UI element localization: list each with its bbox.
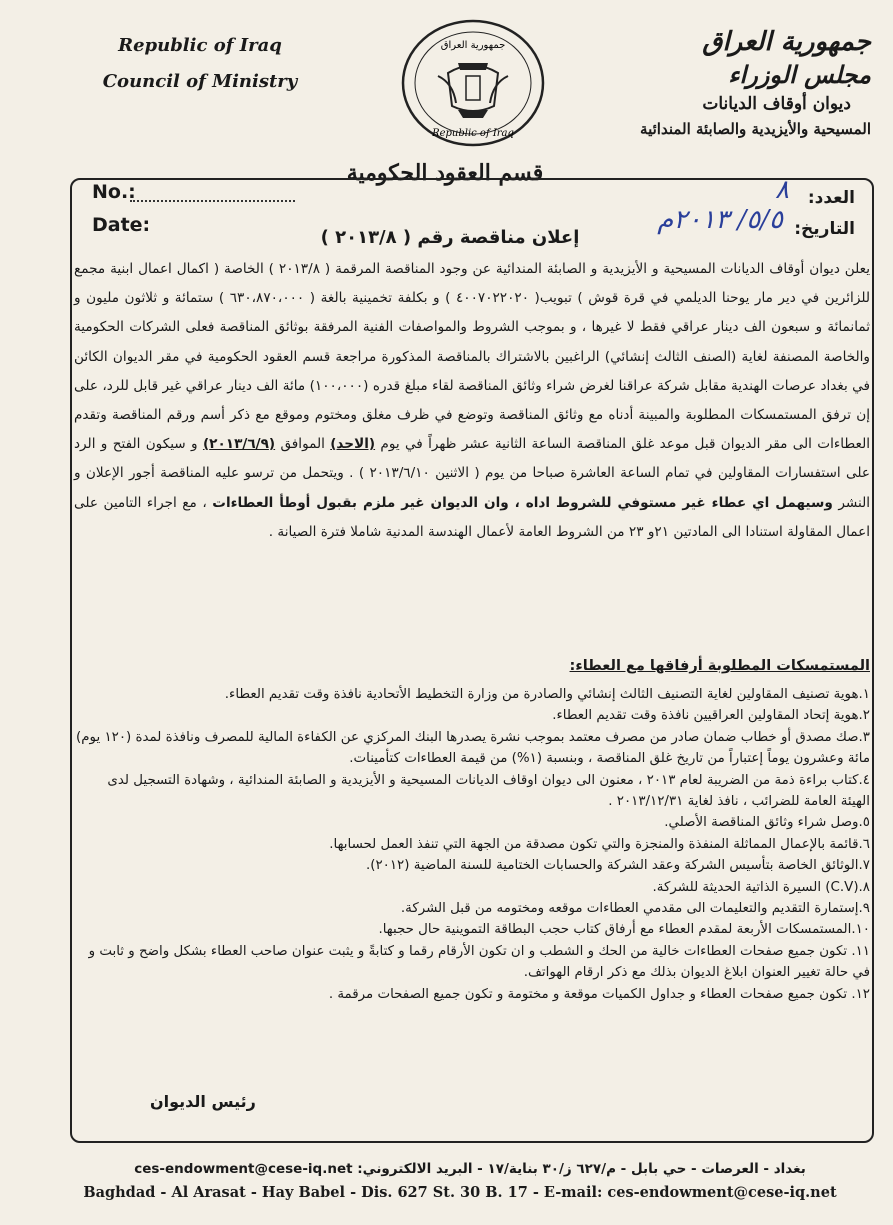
date-label: Date:	[92, 214, 151, 236]
council-ar: مجلس الوزراء	[728, 60, 871, 89]
republic-ar: جمهورية العراق	[702, 27, 871, 57]
requirements-list	[74, 684, 870, 1005]
body-text	[74, 255, 870, 547]
requirement-item: ٦.قائمة بالإعمال المماثلة المنفذة والمنجزة والتي تكون مصدقة من الجهة التي تنفذ العمل لحسابها.	[329, 836, 870, 852]
body-p1: يعلن ديوان أوقاف الديانات المسيحية و الأيزيدية و الصابئة المندائية عن وجود المناقصة المرقمة ( ٢٠١٣/٨ ) الخاصة ( اكمال اعمال ابنية مجمع للزائرين في دير مار يوحنا الديلمي في قرة قوش ) تبويب( ٤٠٠٧٠٢٢٠٢٠ ) و بكلفة تخمينية بالغة ( ٦٣٠،٨٧٠،٠٠٠ ) ستمائة و ثلاثون مليون و ثمانمائة و سبعون الف دينار عراقي فقط لا غيرها ، و بموجب الشروط والمواصفات الفنية المرفقة بوثائق المناقصة فعلى الشركات الحكومية والخاصة المصنفة لغاية (الصنف الثالث إنشائي) الراغبين بالاشتراك بالمناقصة المذكورة مراجعة قسم العقود الحكومية في مقر الديوان الكائن في بغداد عرصات الهندية مقابل شركة عراقنا لغرض شراء وثائق المناقصة لقاء مبلغ قدره (١٠٠،٠٠٠) مائة الف دينار عراقي غير قابل للرد، على إن ترفق المستمسكات المطلوبة والمبينة أدناه مع وثائق المناقصة وتوضع في ظرف مغلق ومختوم وموقع مع ذكر أسم ورقم المناقصة وتقدم العطاءات الى مقر الديوان قبل موعد غلق المناقصة الساعة الثانية عشر ظهراً في يوم	[74, 261, 871, 453]
requirement-item: ٣.صك مصدق أو خطاب ضمان صادر من مصرف معتمد بموجب نشرة يصدرها البنك المركزي عن الكفاءة المالية للمصرف ونافذة لمدة (١٢٠ يوم) مائة وعشرون يوماً إعتباراً من تاريخ غلق المناقصة ، وبنسبة (١%) من قيمة العطاءات كتأمينات.	[76, 729, 870, 767]
closing-date: (٢٠١٣/٦/٩)	[202, 436, 276, 453]
body-p2-bold: وسيهمل اي عطاء غير مستوفي للشروط اداه ، وان الديوان غير ملزم بقبول أوطأ العطاءات	[212, 494, 833, 511]
footer-english: Baghdad - Al Arasat - Hay Babel - Dis. 627 St. 30 B. 17 - E-mail: ces-endowment@cese-iq.net	[83, 1184, 837, 1201]
religions-ar: المسيحية والأيزيدية والصابئة المندائية	[640, 120, 871, 138]
requirement-item: ١.هوية تصنيف المقاولين لغاية التصنيف الثالث إنشائي والصادرة من وزارة التخطيط الأتحادية نافذة وقت تقديم العطاء.	[224, 687, 870, 702]
body-p1b: الموافق	[280, 436, 325, 453]
department-name: قسم العقود الحكومية	[346, 160, 544, 186]
seal-top-text: جمهورية العراق	[440, 40, 506, 51]
closing-day: (الاحد)	[330, 436, 376, 453]
requirement-item: ١٠.المستمسكات الأربعة لمقدم العطاء مع أرفاق كتاب حجب البطاقة التموينية حال حجبها.	[378, 922, 870, 938]
requirement-item: ٩.إستمارة التقديم والتعليمات الى مقدمي العطاءات موقعه ومختومه من قبل الشركة.	[400, 901, 870, 917]
no-label: No.:	[92, 181, 136, 203]
requirement-item: ١٢. تكون جميع صفحات العطاء و جداول الكميات موقعة و مختومة و تكون جميع الصفحات مرقمة .	[328, 986, 870, 1002]
date-label-ar: التاريخ:	[794, 219, 855, 239]
no-dotted-line	[130, 200, 295, 202]
number-handwritten: ٨	[775, 175, 789, 205]
requirement-item: ٨.(C.V) السيرة الذاتية الحديثة للشركة.	[652, 879, 870, 895]
requirements-title: المستمسكات المطلوبة أرفاقها مع العطاء:	[569, 658, 870, 674]
footer-arabic: بغداد - العرصات - حي بابل - م/٦٢٧ ز/٣٠ بناية/١٧ - البريد الالكتروني: ces-endowment@cese-iq.net	[134, 1161, 806, 1177]
seal-bottom-text: Republic of Iraq	[432, 128, 514, 139]
requirement-item: ٤.كتاب براءة ذمة من الضريبة لعام ٢٠١٣ ، معنون الى ديوان اوقاف الديانات المسيحية و الأيزيدية و الصابئة المندائية ، وشهادة التسجيل لدى الهيئة العامة للضرائب ، نافذ لغاية ٢٠١٣/١٢/٣١ .	[107, 772, 870, 810]
number-label-ar: العدد:	[807, 188, 855, 208]
header-left	[100, 28, 300, 100]
requirement-item: ٢.هوية إتحاد المقاولين العراقيين نافذة وقت تقديم العطاء.	[552, 708, 870, 724]
requirement-item: ٥.وصل شراء وثائق المناقصة الأصلي.	[664, 815, 870, 831]
state-seal-emblem	[398, 18, 548, 148]
announcement-body	[74, 255, 870, 547]
requirement-item: ١١. تكون جميع صفحات العطاءات خالية من الحك و الشطب و ان تكون الأرقام رقما و كتابةً و يثبت عنوان صاحب العطاء بشكل واضح و ثابت و في حالة تغيير العنوان ابلاغ الديوان بذلك مع ذكر ارقام الهواتف.	[88, 943, 870, 981]
date-handwritten: ٥/٥/ ٢٠١٣م	[657, 205, 783, 235]
header-right	[571, 25, 871, 141]
requirement-item: ٧.الوثائق الخاصة بتأسيس الشركة وعقد الشركة والحسابات الختامية للسنة الماضية (٢٠١٢).	[365, 858, 870, 874]
council-en: Council of Ministry	[102, 71, 298, 92]
signature-title: رئيس الديوان	[150, 1092, 256, 1111]
body-p3: ، مع اجراء التامين على اعمال المقاولة استنادا الى المادتين ٢١و ٢٣ من الشروط العامة لأعمال الهندسة المدنية شاملا فترة الصيانة .	[74, 494, 870, 540]
republic-en: Republic of Iraq	[118, 35, 282, 56]
endowment-ar: ديوان أوقاف الديانات	[702, 94, 851, 114]
tender-title: إعلان مناقصة رقم ( ٢٠١٣/٨ )	[320, 227, 580, 248]
body-p2: و سيكون الفتح و الرد على استفسارات المقاولين في تمام الساعة العاشرة صباحا من يوم ( الاثنين ٢٠١٣/٦/١٠ ) . ويتحمل من ترسو عليه المناقصة أجور الإعلان و النشر	[74, 436, 871, 511]
